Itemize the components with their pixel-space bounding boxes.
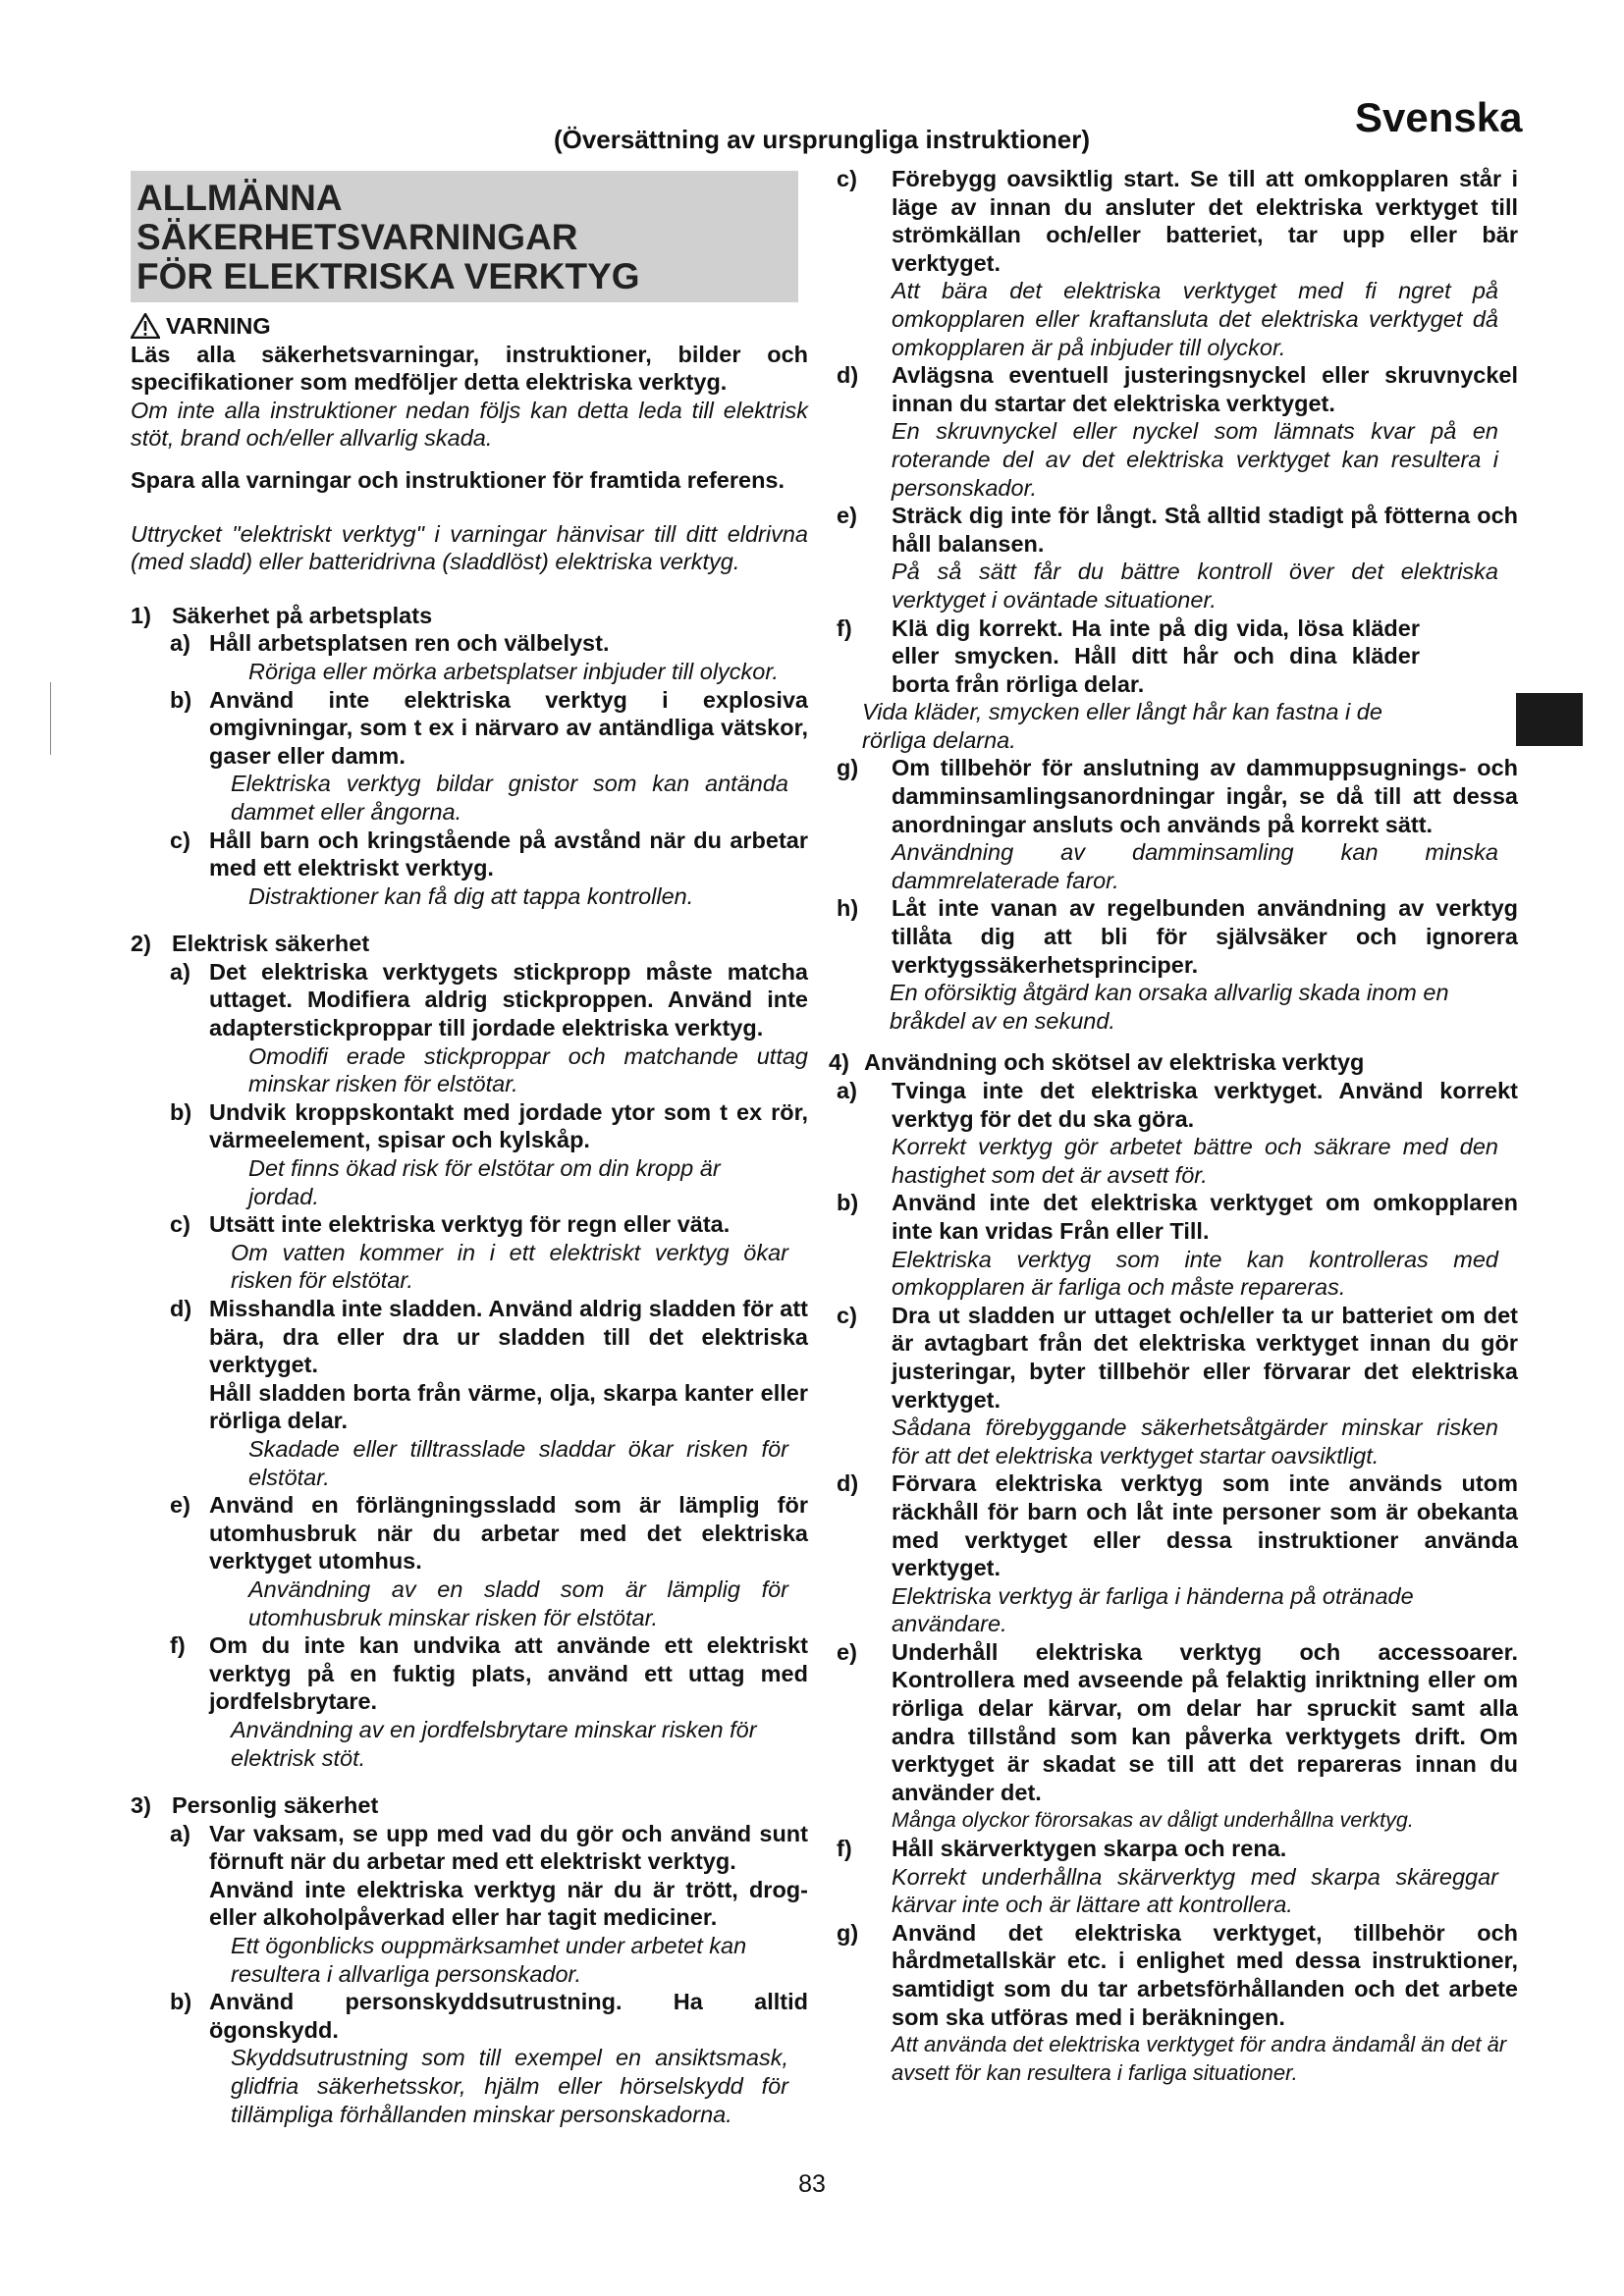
item-label: c) (170, 827, 190, 853)
list-item (837, 1189, 1518, 1245)
list-item (170, 958, 808, 1042)
warning-label: VARNING (166, 313, 271, 339)
margin-divider (50, 682, 51, 755)
section-number: 2) (131, 931, 151, 957)
list-item (170, 1820, 808, 1876)
section-1-items (131, 629, 808, 910)
left-column (131, 169, 808, 2128)
item-text: Använd personskyddsutrustning. Ha alltid ögonskydd. (209, 1989, 808, 2043)
list-item (837, 1638, 1518, 1807)
list-item (837, 1077, 1518, 1133)
title-line-1: ALLMÄNNA SÄKERHETSVARNINGAR (136, 178, 578, 257)
list-item (837, 754, 1518, 838)
item-note: Elektriska verktyg är farliga i händerna på otränade användare. (892, 1582, 1414, 1637)
list-item (837, 361, 1518, 417)
list-item (170, 827, 808, 882)
list-item (837, 165, 1518, 277)
item-label: c) (837, 1302, 857, 1328)
list-item (170, 1631, 808, 1716)
save-instructions-text: Spara alla varningar och instruktioner för framtida referens. (131, 466, 785, 493)
item-label: a) (837, 1078, 857, 1103)
warning-heading (131, 312, 808, 341)
item-note: På så sätt får du bättre kontroll över det elektriska verktyget i oväntade situationer. (892, 559, 1498, 613)
item-text: Tvinga inte det elektriska verktyget. Använd korrekt verktyg för det du ska göra. (892, 1078, 1518, 1132)
title-line-2: FÖR ELEKTRISKA VERKTYG (136, 256, 640, 296)
list-item (837, 1919, 1518, 2031)
item-text: Sträck dig inte för långt. Stå alltid stadigt på fötterna och håll balansen. (892, 503, 1518, 557)
section-2-items (131, 958, 808, 1772)
item-text: Om tillbehör för anslutning av dammuppsugnings- och damminsamlingsanordningar ingår, se då till att dessa anordningar ansluts och används på korrekt sätt. (892, 755, 1518, 837)
item-text: Om du inte kan undvika att använde ett elektriskt verktyg på en fuktig plats, använd ett uttag med jordfelsbrytare. (209, 1632, 808, 1715)
item-label: b) (170, 686, 192, 713)
item-label: e) (837, 1638, 857, 1665)
list-item (837, 614, 1518, 699)
item-text: Använd inte elektriska verktyg i explosiva omgivningar, som t ex i närvaro av antändliga vätskor, gaser eller damm. (209, 686, 808, 769)
list-item (837, 1835, 1518, 1863)
read-all-text: Läs alla säkerhetsvarningar, instruktioner, bilder och specifikationer som medföljer detta elektriska verktyg. (131, 341, 808, 396)
item-label: d) (837, 362, 859, 389)
item-note: Omodifi erade stickproppar och matchande uttag minskar risken för elstötar. (248, 1042, 808, 1097)
section-1-heading (131, 602, 808, 630)
list-item (170, 686, 808, 771)
item-label: a) (170, 1820, 190, 1846)
item-label: f) (170, 1632, 186, 1659)
item-note: En skruvnyckel eller nyckel som lämnats kvar på en roterande del av det elektriska verktyget kan resultera i personskador. (892, 418, 1498, 501)
item-label: e) (837, 503, 857, 529)
item-note: Skadade eller tilltrasslade sladdar ökar risken för elstötar. (248, 1435, 788, 1490)
item-text: Förvara elektriska verktyg som inte används utom räckhåll för barn och låt inte personer som är obekanta med verktyget eller dessa instruktioner använda verktyget. (892, 1470, 1518, 1581)
item-text: Klä dig korrekt. Ha inte på dig vida, lösa kläder eller smycken. Håll ditt hår och dina kläder borta från rörliga delar. (892, 614, 1420, 697)
item-text: Använd det elektriska verktyget, tillbehör och hårdmetallskär etc. i enlighet med dessa instruktioner, samtidigt som du tar arbetsförhållanden och det arbete som ska utföras med i beräkningen. (892, 1919, 1518, 2030)
section-number: 1) (131, 602, 151, 628)
section-3-heading (131, 1791, 808, 1820)
item-label: g) (837, 1919, 859, 1946)
item-text: Var vaksam, se upp med vad du gör och använd sunt förnuft när du arbetar med ett elektriskt verktyg. (209, 1820, 808, 1875)
term-definition-text: Uttrycket "elektriskt verktyg" i varningar hänvisar till ditt eldrivna (med sladd) eller batteridrivna (sladdlöst) elektriska verktyg. (131, 520, 808, 575)
item-note: Ett ögonblicks ouppmärksamhet under arbetet kan resultera i allvarliga personskador. (231, 1933, 747, 1987)
right-column (829, 165, 1518, 2087)
item-note: Distraktioner kan få dig att tappa kontrollen. (248, 882, 694, 909)
list-item (170, 1491, 808, 1575)
item-note: Elektriska verktyg som inte kan kontrolleras med omkopplaren är farliga och måste repareras. (892, 1246, 1498, 1301)
item-text: Använd en förlängningssladd som är lämplig för utomhusbruk när du arbetar med det elektriska verktyget utomhus. (209, 1492, 808, 1575)
item-note: Korrekt verktyg gör arbetet bättre och säkrare med den hastighet som det är avsett för. (892, 1134, 1498, 1188)
item-text: Låt inte vanan av regelbunden användning av verktyg tillåta dig att bli för självsäker och ignorera verktygssäkerhetsprinciper. (892, 895, 1518, 978)
item-label: b) (170, 1098, 192, 1125)
item-text-continued: Använd inte elektriska verktyg när du är trött, drog- eller alkoholpåverkad eller har tagit mediciner. (209, 1876, 808, 1931)
item-text: Misshandla inte sladden. Använd aldrig sladden för att bära, dra eller dra ur sladden till det elektriska verktyget. (209, 1296, 808, 1378)
item-note: Korrekt underhållna skärverktyg med skarpa skäreggar kärvar inte och är lättare att kontrollera. (892, 1863, 1498, 1918)
section-4-heading (829, 1048, 1518, 1077)
item-text: Använd inte det elektriska verktyget om omkopplaren inte kan vridas Från eller Till. (892, 1190, 1518, 1244)
translation-subtitle: (Översättning av ursprungliga instruktioner) (553, 125, 1091, 154)
list-item (170, 1295, 808, 1379)
section-3-items (131, 1820, 808, 2129)
section-number: 4) (829, 1049, 849, 1076)
item-note: Användning av damminsamling kan minska dammrelaterade faror. (892, 839, 1498, 893)
section-title: Säkerhet på arbetsplats (172, 602, 433, 628)
item-label: f) (837, 1836, 852, 1862)
item-note: Många olyckor förorsakas av dåligt underhållna verktyg. (892, 1808, 1414, 1833)
item-label: d) (837, 1470, 859, 1497)
item-label: a) (170, 958, 190, 985)
item-note: Användning av en jordfelsbrytare minskar risken för elektrisk stöt. (231, 1716, 757, 1771)
item-label: d) (170, 1296, 192, 1321)
item-text: Dra ut sladden ur uttaget och/eller ta ur batteriet om det är avtagbart från det elektriska verktyget innan du gör justeringar, byter tillbehör eller förvarar det elektriska verktyget. (892, 1302, 1518, 1413)
item-label: e) (170, 1492, 190, 1519)
item-text: Förebygg oavsiktlig start. Se till att omkopplaren står i läge av innan du ansluter det elektriska verktyget till strömkällan och/eller batteriet, tar upp eller bär verktyget. (892, 166, 1518, 276)
item-text-continued: Håll sladden borta från värme, olja, skarpa kanter eller rörliga delar. (209, 1379, 808, 1434)
item-text: Utsätt inte elektriska verktyg för regn eller väta. (209, 1211, 731, 1238)
item-text: Undvik kroppskontakt med jordade ytor som t ex rör, värmeelement, spisar och kylskåp. (209, 1098, 808, 1153)
section-title: Personlig säkerhet (172, 1792, 379, 1819)
list-item (837, 1469, 1518, 1581)
list-item (837, 502, 1518, 558)
item-text: Håll skärverktygen skarpa och rena. (892, 1836, 1287, 1862)
list-item (170, 1210, 808, 1239)
item-text: Avlägsna eventuell justeringsnyckel eller skruvnyckel innan du startar det elektriska verktyget. (892, 362, 1518, 416)
consequence-text: Om inte alla instruktioner nedan följs kan detta leda till elektrisk stöt, brand och/eller allvarlig skada. (131, 397, 808, 452)
item-label: a) (170, 630, 190, 657)
list-item (170, 629, 808, 658)
warning-triangle-icon (131, 313, 160, 339)
item-label: c) (170, 1211, 190, 1238)
item-note: Det finns ökad risk för elstötar om din kropp är jordad. (248, 1155, 721, 1209)
item-note: Att använda det elektriska verktyget för andra ändamål än det är avsett för kan resultera i farliga situationer. (892, 2032, 1507, 2085)
section-tab-marker (1516, 693, 1583, 746)
item-text: Det elektriska verktygets stickpropp måste matcha uttaget. Modifiera aldrig stickproppen. Använd inte adapterstickproppar till jordade elektriska verktyg. (209, 958, 808, 1041)
item-note: Om vatten kommer in i ett elektriskt verktyg ökar risken för elstötar. (231, 1239, 788, 1294)
item-note: Röriga eller mörka arbetsplatser inbjuder till olyckor. (248, 658, 779, 684)
page-number: 83 (798, 2170, 826, 2198)
section-title: Elektrisk säkerhet (172, 931, 370, 957)
section-number: 3) (131, 1792, 151, 1819)
item-label: b) (837, 1190, 859, 1216)
item-text: Håll arbetsplatsen ren och välbelyst. (209, 630, 610, 657)
item-text: Underhåll elektriska verktyg och accessoarer. Kontrollera med avseende på felaktig inriktning eller om rörliga delar kärvar, om delar har spruckit samt alla andra tillstånd som kan påverka verktygets drift. Om verktyget är skadat se till att det repareras innan du använder det. (892, 1638, 1518, 1805)
item-label: f) (837, 614, 852, 641)
item-label: c) (837, 166, 857, 191)
item-text: Håll barn och kringstående på avstånd när du arbetar med ett elektriskt verktyg. (209, 827, 808, 881)
list-item (837, 1302, 1518, 1414)
item-label: g) (837, 755, 859, 781)
language-label: Svenska (1355, 94, 1523, 140)
item-note: Elektriska verktyg bildar gnistor som kan antända dammet eller ångorna. (231, 771, 788, 825)
item-note: Att bära det elektriska verktyget med fi ngret på omkopplaren eller kraftansluta det elektriska verktyget då omkopplaren är på inbjuder till olyckor. (892, 278, 1498, 360)
item-note: Användning av en sladd som är lämplig för utomhusbruk minskar risken för elstötar. (248, 1575, 788, 1630)
list-item (170, 1098, 808, 1154)
item-note: Sådana förebyggande säkerhetsåtgärder minskar risken för att det elektriska verktyget startar oavsiktligt. (892, 1415, 1498, 1468)
item-label: b) (170, 1989, 192, 2015)
page-title (131, 171, 798, 302)
list-item (170, 1988, 808, 2044)
item-label: h) (837, 895, 859, 922)
item-note: Skyddsutrustning som till exempel en ansiktsmask, glidfria säkerhetsskor, hjälm eller hörselskydd för tillämpliga förhållanden minskar personskadorna. (231, 2045, 788, 2127)
section-title: Användning och skötsel av elektriska verktyg (864, 1049, 1365, 1076)
item-note: Vida kläder, smycken eller långt hår kan fastna i de rörliga delarna. (862, 699, 1382, 753)
section-2-heading (131, 930, 808, 958)
list-item (837, 894, 1518, 979)
item-note: En oförsiktig åtgärd kan orsaka allvarlig skada inom en bråkdel av en sekund. (890, 980, 1449, 1034)
